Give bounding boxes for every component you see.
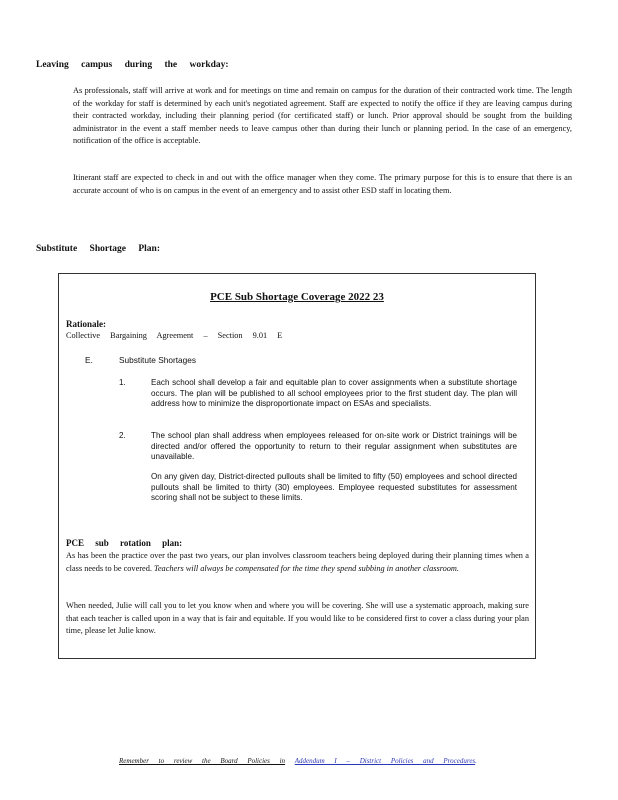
- footer-period: .: [475, 757, 477, 765]
- sub-shortage-box: [58, 273, 536, 659]
- item-2-number: 2.: [119, 431, 126, 440]
- section-letter: E.: [85, 355, 93, 365]
- footer-text: Remember to review the Board Policies in: [119, 757, 286, 765]
- item-1-number: 1.: [119, 378, 126, 387]
- rationale-text: Collective Bargaining Agreement – Section 9.01 E: [66, 331, 283, 340]
- item-2-text: The school plan shall address when employees released for on-site work or District trainings will be directed and/or offered the opportunity to return to their regular assignment when substitutes are unavailable.: [151, 431, 517, 462]
- substitute-shortage-heading: Substitute Shortage Plan:: [36, 244, 160, 254]
- footer-reminder: [119, 757, 477, 765]
- section-title: Substitute Shortages: [119, 355, 197, 365]
- item-1-text: Each school shall develop a fair and equitable plan to cover assignments when a substitute shortage occurs. The plan will be published to all school employees prior to the first student day. The plan will address how to minimize the disproportionate impact on ESAs and specialists.: [151, 378, 517, 409]
- leaving-campus-paragraph-1: As professionals, staff will arrive at work and for meetings on time and remain on campus for the duration of their contracted work time. The length of the workday for staff is determined by each unit's negotiated agreement. Staff are expected to notify the office if they are leaving campus during their contracted workday, including their planning period (for certificated staff) or lunch. Prior approval should be sought from the building administrator in the event a staff member needs to leave campus other than during their lunch or planning period. In the case of an emergency, notification of the office is acceptable.: [73, 86, 572, 146]
- pullout-text: On any given day, District-directed pullouts shall be limited to fifty (50) employees and school directed pullouts shall be limited to thirty (30) employees. Employee requested substitutes for assessment scoring shall not be subject to these limits.: [151, 472, 517, 503]
- footer-addendum-link[interactable]: Addendum I – District Policies and Procedures: [294, 757, 476, 765]
- box-title: PCE Sub Shortage Coverage 2022 23: [210, 291, 384, 303]
- plan-paragraph-2: When needed, Julie will call you to let you know when and where you will be covering. She will use a systematic approach, making sure that each teacher is called upon in a way that is fair and equitable. If you would like to be considered first to cover a class during your plan time, please let Julie know.: [66, 601, 529, 636]
- leaving-campus-paragraph-2: Itinerant staff are expected to check in and out with the office manager when they come. The primary purpose for this is to ensure that there is an accurate account of who is on campus in the event of an emergency and to assist other ESD staff in locating them.: [73, 173, 572, 195]
- plan-paragraph-1: [66, 550, 529, 575]
- rationale-label: Rationale:: [66, 319, 106, 329]
- plan-paragraph-1-text: As has been the practice over the past two years, our plan involves classroom teachers being deployed during their planning times when a class needs to be covered.: [66, 551, 529, 573]
- plan-heading: PCE sub rotation plan:: [66, 538, 183, 548]
- plan-paragraph-1-italic: Teachers will always be compensated for the time they spend subbing in another classroom.: [154, 563, 459, 573]
- leaving-campus-heading: Leaving campus during the workday:: [36, 60, 229, 70]
